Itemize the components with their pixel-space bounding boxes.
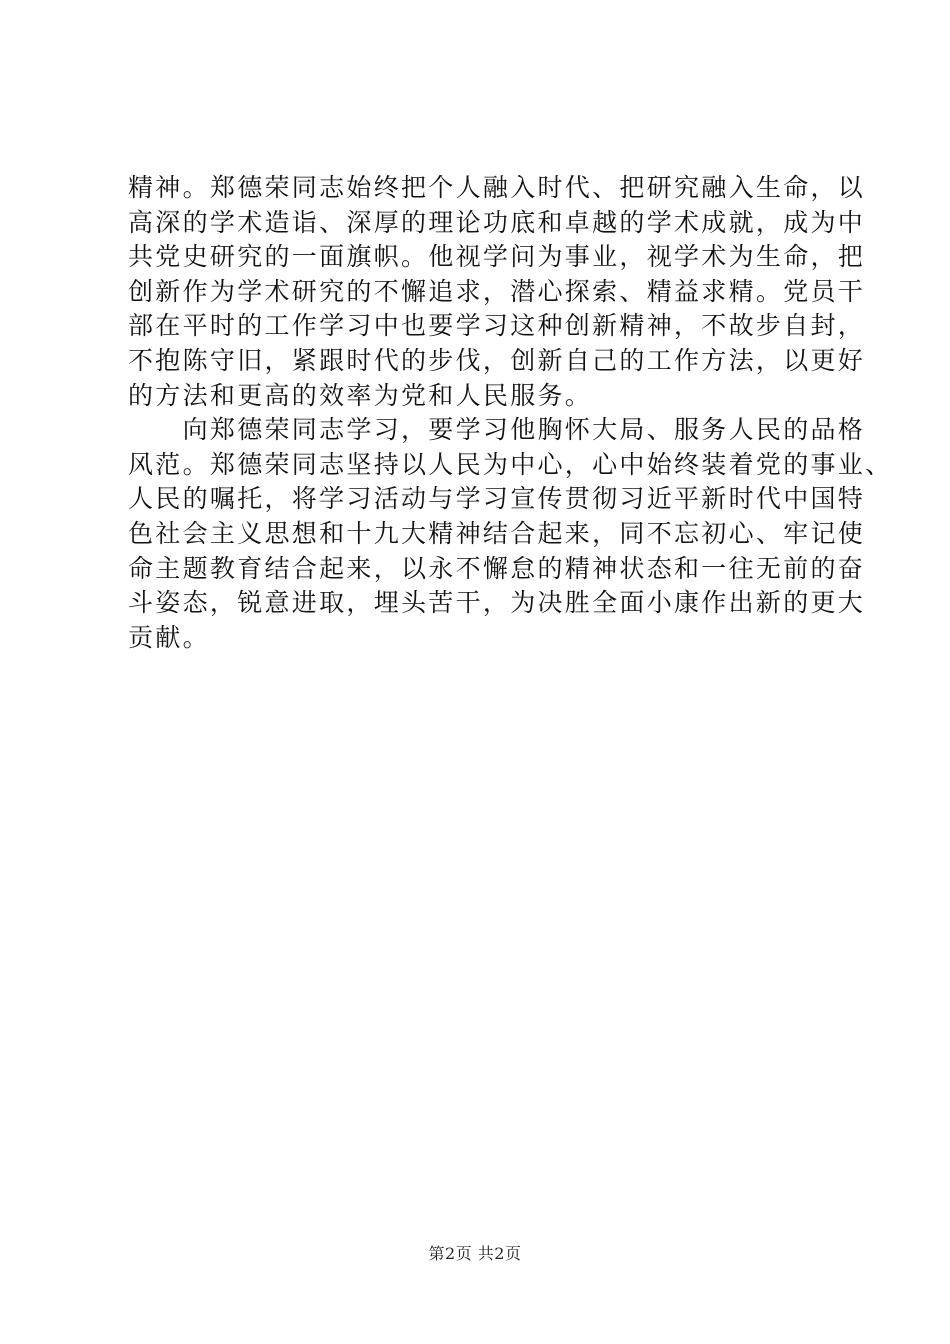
text-line: 人民的嘱托，将学习活动与学习宣传贯彻习近平新时代中国特: [128, 484, 866, 514]
text-line: 共党史研究的一面旗帜。他视学问为事业，视学术为生命，把: [128, 242, 866, 272]
text-line: 不抱陈守旧，紧跟时代的步伐，创新自己的工作方法，以更好: [128, 345, 866, 375]
page-number: 第2页 共2页: [428, 1244, 522, 1263]
text-line: 的方法和更高的效率为党和人民服务。: [128, 380, 593, 410]
body-text: [128, 171, 893, 655]
text-line: 色社会主义思想和十九大精神结合起来，同不忘初心、牢记使: [128, 518, 866, 548]
text-line: 部在平时的工作学习中也要学习这种创新精神，不故步自封，: [128, 311, 866, 341]
text-line: 风范。郑德荣同志坚持以人民为中心，心中始终装着党的事业、: [128, 449, 893, 479]
text-line: 创新作为学术研究的不懈追求，潜心探索、精益求精。党员干: [128, 276, 866, 306]
text-line: 贡献。: [128, 622, 210, 652]
page-footer: [0, 1242, 950, 1266]
text-line: 命主题教育结合起来，以永不懈怠的精神状态和一往无前的奋: [128, 553, 866, 583]
text-line: 精神。郑德荣同志始终把个人融入时代、把研究融入生命，以: [128, 173, 866, 202]
text-line: 斗姿态，锐意进取，埋头苦干，为决胜全面小康作出新的更大: [128, 588, 866, 618]
text-line: 向郑德荣同志学习，要学习他胸怀大局、服务人民的品格: [128, 415, 866, 445]
text-line: 高深的学术造诣、深厚的理论功底和卓越的学术成就，成为中: [128, 207, 866, 237]
